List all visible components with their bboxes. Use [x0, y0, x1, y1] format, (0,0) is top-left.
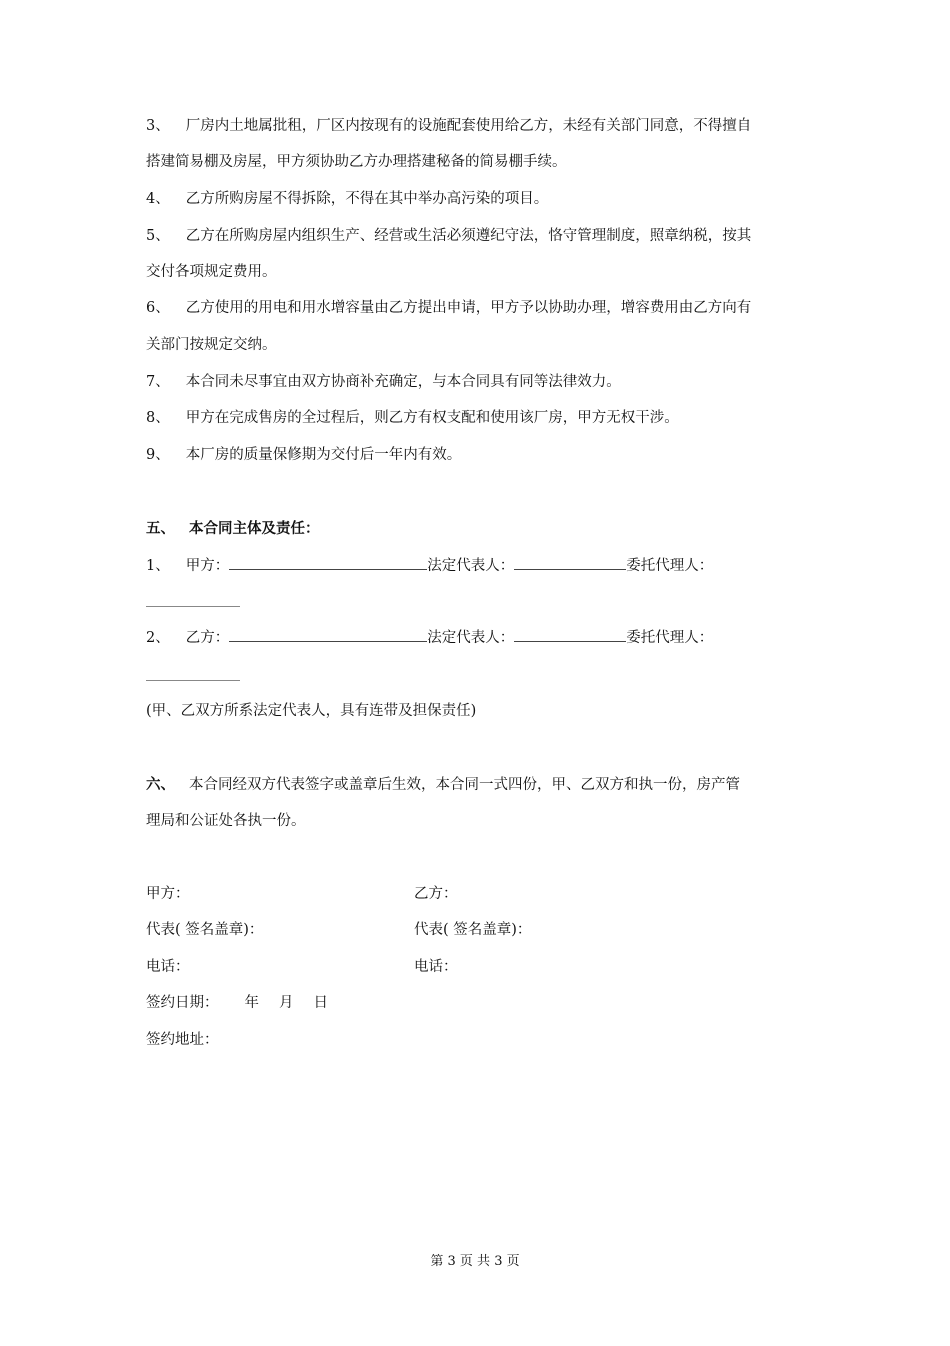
clause-4: [146, 189, 548, 209]
note-text: (甲、乙双方所系法定代表人，具有连带及担保责任): [146, 703, 477, 719]
party-b-row: [146, 627, 713, 648]
clause-5-line-1: [146, 226, 751, 246]
clause-number: 9、: [146, 447, 170, 463]
sig-month: 月: [279, 995, 294, 1011]
party-a-row: [146, 555, 713, 576]
party-a-agent-blank[interactable]: [146, 606, 240, 607]
clause-text: 搭建简易棚及房屋，甲方须协助乙方办理搭建秘备的简易棚手续。: [146, 154, 567, 170]
sig-party-a-label: 甲方：: [146, 886, 190, 902]
sig-party-b: [414, 884, 458, 904]
agent-label: 委托代理人：: [626, 558, 714, 574]
clause-6-line-2: [146, 335, 277, 355]
section-text: 本合同经双方代表签字或盖章后生效，本合同一式四份，甲、乙双方和执一份，房产管: [189, 777, 740, 793]
section-text: 理局和公证处各执一份。: [146, 813, 306, 829]
party-a-legal-rep-blank[interactable]: [514, 555, 626, 570]
sig-year: 年: [244, 995, 259, 1011]
party-a-name-blank[interactable]: [229, 555, 427, 570]
clause-5-line-2: [146, 262, 277, 282]
clause-text: 交付各项规定费用。: [146, 264, 277, 280]
clause-7: [146, 372, 621, 392]
clause-3-line-2: [146, 152, 567, 172]
clause-9: [146, 445, 461, 465]
clause-text: 本厂房的质量保修期为交付后一年内有效。: [185, 447, 462, 463]
sig-rep-b-label: 代表( 签名盖章)：: [414, 922, 532, 938]
clause-number: 5、: [146, 228, 170, 244]
section-title: 本合同主体及责任：: [189, 520, 320, 537]
sig-date-label: 签约日期：: [146, 995, 219, 1011]
sig-rep-a-label: 代表( 签名盖章)：: [146, 922, 264, 938]
clause-number: 3、: [146, 118, 170, 134]
clause-6-line-1: [146, 298, 751, 318]
section-number: 六、: [146, 776, 175, 793]
legal-rep-label: 法定代表人：: [427, 630, 515, 646]
clause-number: 6、: [146, 300, 170, 316]
sig-party-a: [146, 884, 190, 904]
page-footer: [0, 1253, 950, 1271]
clause-text: 甲方在完成售房的全过程后，则乙方有权支配和使用该厂房，甲方无权干涉。: [185, 410, 679, 426]
sig-phone-a: [146, 957, 190, 977]
clause-number: 8、: [146, 410, 170, 426]
clause-text: 本合同未尽事宜由双方协商补充确定，与本合同具有同等法律效力。: [185, 374, 621, 390]
liability-note: [146, 701, 476, 721]
sig-rep-b: [414, 920, 531, 940]
clause-number: 4、: [146, 191, 170, 207]
section-6-line-1: [146, 775, 740, 795]
page-number: 第 3 页 共 3 页: [430, 1254, 520, 1269]
clause-3-line-1: [146, 116, 751, 136]
clause-text: 关部门按规定交纳。: [146, 337, 277, 353]
sig-address-label: 签约地址：: [146, 1032, 219, 1048]
section-6-line-2: [146, 811, 306, 831]
party-b-agent-blank[interactable]: [146, 680, 240, 681]
sig-day: 日: [313, 995, 328, 1011]
clause-text: 乙方所购房屋不得拆除，不得在其中举办高污染的项目。: [185, 191, 549, 207]
sig-date: [146, 993, 328, 1013]
legal-rep-label: 法定代表人：: [427, 558, 515, 574]
clause-text: 乙方在所购房屋内组织生产、经营或生活必须遵纪守法，恪守管理制度，照章纳税，按其: [185, 228, 752, 244]
sig-rep-a: [146, 920, 263, 940]
section-5-heading: [146, 519, 320, 539]
sig-phone-a-label: 电话：: [146, 959, 190, 975]
section-number: 五、: [146, 520, 175, 537]
sig-address: [146, 1030, 219, 1050]
clause-text: 厂房内土地属批租，厂区内按现有的设施配套使用给乙方，未经有关部门同意，不得擅自: [185, 118, 752, 134]
clause-text: 乙方使用的用电和用水增容量由乙方提出申请，甲方予以协助办理，增容费用由乙方向有: [185, 300, 752, 316]
party-b-legal-rep-blank[interactable]: [514, 627, 626, 642]
party-number: 2、: [146, 630, 170, 646]
sig-party-b-label: 乙方：: [414, 886, 458, 902]
party-b-label: 乙方：: [185, 630, 230, 646]
clause-number: 7、: [146, 374, 170, 390]
party-a-label: 甲方：: [185, 558, 230, 574]
party-number: 1、: [146, 558, 170, 574]
party-b-name-blank[interactable]: [229, 627, 427, 642]
agent-label: 委托代理人：: [626, 630, 714, 646]
sig-phone-b-label: 电话：: [414, 959, 458, 975]
sig-phone-b: [414, 957, 458, 977]
clause-8: [146, 408, 679, 428]
